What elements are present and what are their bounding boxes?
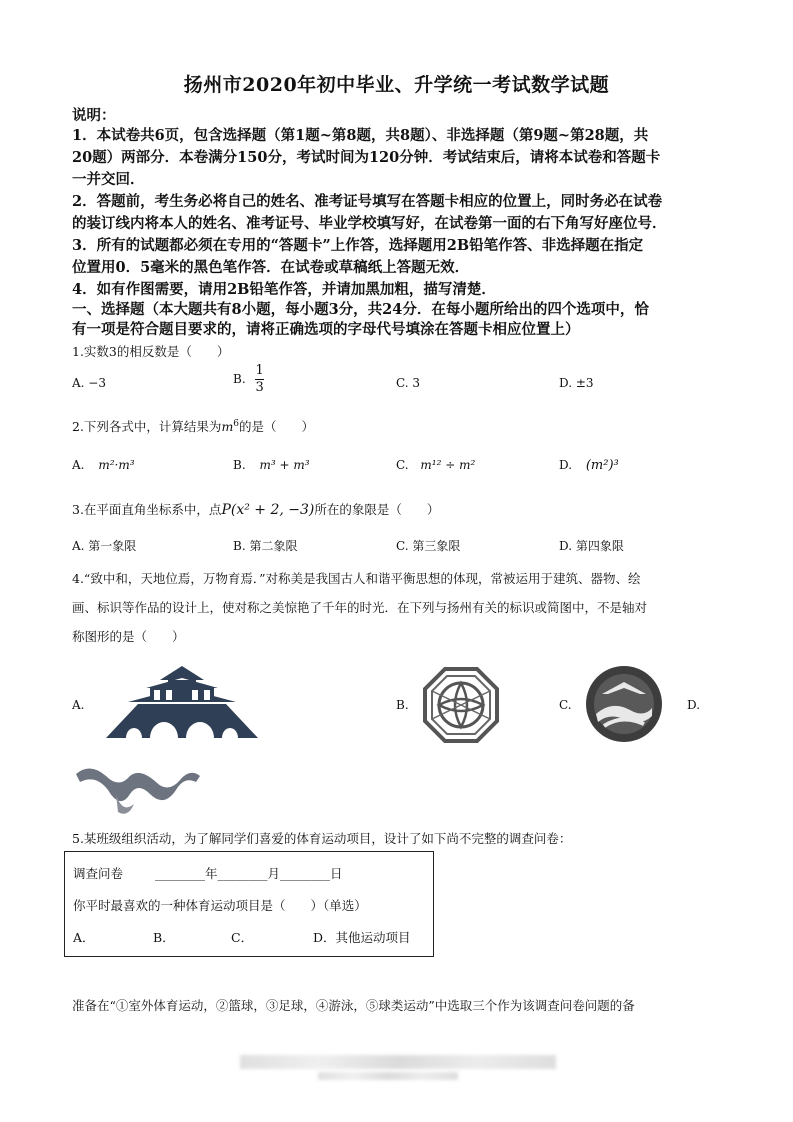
q1-option-b-label: B. — [233, 372, 246, 387]
q1-fraction-num: 1 — [255, 363, 264, 378]
q2-option-c — [396, 458, 475, 472]
q3-stem — [72, 500, 439, 518]
q2-option-b-expr: m³ + m³ — [259, 458, 310, 472]
q1-option-b — [233, 364, 264, 394]
q2-option-a — [72, 458, 135, 472]
q2-option-d — [559, 458, 619, 473]
q1-fraction — [255, 364, 263, 394]
q4-line-3: 称图形的是（ ） — [72, 629, 185, 644]
q2-option-a-label: A. — [72, 458, 85, 472]
q3-option-b: B. 第二象限 — [233, 539, 298, 553]
survey-title: 调查问卷 — [73, 866, 124, 881]
q2-stem — [72, 417, 314, 435]
note-1-line-3: 一并交回． — [72, 171, 145, 188]
survey-option-b: B． — [153, 930, 175, 945]
q2-option-c-label: C. — [396, 458, 409, 472]
q2-option-a-expr: m²·m³ — [98, 458, 135, 472]
blurred-footer — [240, 1055, 556, 1069]
q4-option-c-label: C. — [559, 698, 572, 712]
q2-option-d-expr: (m²)³ — [585, 458, 619, 473]
q1-stem: 1.实数3的相反数是（ ） — [72, 344, 230, 359]
q5-stem: 5.某班级组织活动，为了解同学们喜爱的体育运动项目，设计了如下尚不完整的调查问卷： — [72, 831, 572, 846]
q4-option-d-label: D. — [687, 698, 701, 712]
note-1-line-2: 20题）两部分．本卷满分150分，考试时间为120分钟．考试结束后，请将本试卷和答题卡 — [72, 149, 661, 166]
survey-box — [64, 851, 434, 957]
q1-fraction-den: 3 — [255, 379, 264, 395]
note-2-line-1: 2．答题前，考生务必将自己的姓名、准考证号填写在答题卡相应的位置上，同时务必在试卷 — [72, 193, 663, 210]
q4-line-2: 画、标识等作品的设计上，使对称之美惊艳了千年的时光．在下列与扬州有关的标识或简图中，不是轴对 — [72, 600, 648, 615]
q5-tail: 准备在“①室外体育运动，②篮球，③足球，④游泳，⑤球类运动”中选取三个作为该调查问卷问题的备 — [72, 998, 635, 1013]
q2-stem-pre: 2.下列各式中，计算结果为 — [72, 419, 222, 434]
page-title: 扬州市2020年初中毕业、升学统一考试数学试题 — [183, 74, 610, 96]
survey-option-c: C． — [231, 930, 254, 945]
note-3-line-1: 3．所有的试题都必须在专用的“答题卡”上作答，选择题用2B铅笔作答、非选择题在指定 — [72, 237, 644, 254]
q1-option-d: D. ±3 — [559, 376, 594, 390]
blurred-footer-2 — [318, 1072, 458, 1080]
note-3-line-2: 位置用0．5毫米的黑色笔作答．在试卷或草稿纸上答题无效． — [72, 259, 470, 276]
q1-option-c: C. 3 — [396, 376, 421, 390]
survey-option-d: D．其他运动项目 — [313, 930, 411, 945]
wave-ribbon-figure — [72, 760, 204, 820]
q2-stem-post: 的是（ ） — [239, 419, 315, 434]
q3-option-c: C. 第三象限 — [396, 539, 461, 553]
q4-option-b-label: B. — [396, 698, 409, 712]
q2-stem-exp: 6 — [233, 418, 240, 429]
note-4: 4．如有作图需要，请用2B铅笔作答，并请加黑加粗，描写清楚． — [72, 281, 496, 298]
survey-date: ________年________月________日 — [155, 866, 343, 881]
survey-question: 你平时最喜欢的一种体育运动项目是（ ）（单选） — [73, 898, 367, 913]
section-1-line-2: 有一项是符合题目要求的，请将正确选项的字母代号填涂在答题卡相应位置上） — [72, 321, 580, 338]
q4-line-1: 4.“致中和，天地位焉，万物育焉．”对称美是我国古人和谐平衡思想的体现，常被运用于建筑、器物、绘 — [72, 571, 641, 586]
emblem-figure — [582, 664, 666, 744]
pavilion-bridge-figure — [98, 664, 266, 742]
q3-option-a: A. 第一象限 — [72, 539, 137, 553]
q2-option-c-expr: m¹² ÷ m² — [420, 458, 476, 472]
note-2-line-2: 的装订线内将本人的姓名、准考证号、毕业学校填写好，在试卷第一面的右下角写好座位号． — [72, 215, 667, 232]
q2-option-d-label: D. — [559, 458, 573, 472]
q2-option-b-label: B. — [233, 458, 246, 472]
q3-stem-post: 所在的象限是（ ） — [314, 502, 440, 517]
q1-option-a: A. −3 — [72, 376, 106, 390]
note-1-line-1: 1．本试卷共6页，包含选择题（第1题~第8题，共8题）、非选择题（第9题~第28题，共 — [72, 127, 649, 144]
q3-stem-pre: 3.在平面直角坐标系中，点 — [72, 502, 222, 517]
q4-option-a-label: A. — [72, 698, 85, 712]
lattice-window-figure — [423, 667, 499, 743]
q3-option-d: D. 第四象限 — [559, 539, 624, 553]
q2-option-b — [233, 458, 310, 472]
notes-heading: 说明： — [72, 107, 116, 124]
section-1-line-1: 一、选择题（本大题共有8小题，每小题3分，共24分．在每小题所给出的四个选项中，恰 — [72, 301, 649, 318]
survey-option-a: A． — [73, 930, 95, 945]
survey-header-row — [73, 864, 343, 882]
q3-point: P(x² + 2, −3) — [221, 502, 315, 518]
q2-stem-var: m — [221, 419, 234, 434]
